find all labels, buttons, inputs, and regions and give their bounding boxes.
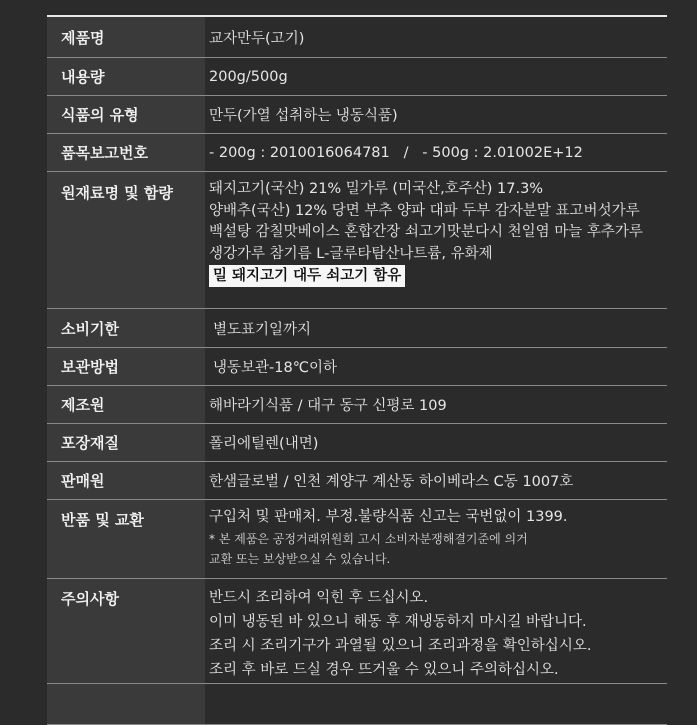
row-label: 반품 및 교환 (47, 500, 205, 578)
return-line: 구입처 및 판매처. 부정.불량식품 신고는 국번없이 1399. (209, 509, 568, 525)
ingredient-line: 돼지고기(국산) 21% 밀가루 (미국산,호주산) 17.3% (209, 181, 544, 197)
row-value: - 200g : 2010016064781 / - 500g : 2.01002E+12 (209, 144, 583, 161)
row-label: 제품명 (47, 17, 205, 57)
row-label: 주의사항 (47, 579, 205, 683)
row-value: 폴리에틸렌(내면) (209, 436, 319, 452)
row-value: 200g/500g (209, 68, 288, 85)
row-product-name (47, 17, 667, 58)
row-value: 냉동보관-18℃이하 (213, 360, 338, 376)
row-label: 품목보고번호 (47, 134, 205, 171)
ingredient-line: 생강가루 참기름 L-글루타탐산나트륨, 유화제 (209, 245, 493, 262)
row-storage (47, 348, 667, 386)
row-value-cut (205, 684, 667, 724)
caution-line: 조리 후 바로 드실 경우 뜨거울 수 있으니 주의하십시오. (209, 662, 559, 678)
row-packaging (47, 424, 667, 462)
row-label-cut (47, 684, 205, 724)
row-expiry (47, 309, 667, 348)
row-cut-off (47, 684, 667, 725)
row-return-exchange (47, 500, 667, 579)
row-value: 교자만두(고기) (209, 30, 305, 47)
row-ingredients (47, 172, 667, 309)
caution-line: 이미 냉동된 바 있으니 해동 후 재냉동하지 마시길 바랍니다. (209, 614, 587, 630)
ingredient-line: 양배추(국산) 12% 당면 부추 양파 대파 두부 감자분말 표고버섯가루 (209, 202, 640, 219)
row-label: 제조원 (47, 386, 205, 423)
row-value: 한샘글로벌 / 인천 계양구 계산동 하이베라스 C동 1007호 (209, 474, 574, 490)
product-info-table (47, 15, 667, 725)
caution-line: 반드시 조리하여 익힌 후 드십시오. (209, 590, 429, 606)
row-label: 원재료명 및 함량 (47, 172, 205, 308)
return-note: 교환 또는 보상받으실 수 있습니다. (209, 551, 391, 566)
row-report-number (47, 134, 667, 172)
row-caution (47, 579, 667, 684)
return-note: * 본 제품은 공정거래위원회 고시 소비자분쟁해결기준에 의거 (209, 531, 528, 546)
row-value: 해바라기식품 / 대구 동구 신평로 109 (209, 398, 447, 414)
row-label: 식품의 유형 (47, 96, 205, 133)
row-value: 만두(가열 섭취하는 냉동식품) (209, 108, 398, 124)
row-value: 별도표기일까지 (213, 321, 312, 338)
row-manufacturer (47, 386, 667, 424)
allergen-highlight: 밀 돼지고기 대두 쇠고기 함유 (209, 265, 405, 287)
row-seller (47, 462, 667, 500)
row-label: 보관방법 (47, 348, 205, 385)
row-food-type (47, 96, 667, 134)
row-label: 판매원 (47, 462, 205, 499)
ingredient-line: 백설탕 감칠맛베이스 혼합간장 쇠고기맛분다시 천일염 마늘 후추가루 (209, 224, 643, 240)
row-label: 포장재질 (47, 424, 205, 461)
row-net-content (47, 58, 667, 96)
row-label: 내용량 (47, 58, 205, 95)
row-label: 소비기한 (47, 309, 205, 347)
caution-line: 조리 시 조리기구가 과열될 있으니 조리과정을 확인하십시오. (209, 638, 592, 654)
